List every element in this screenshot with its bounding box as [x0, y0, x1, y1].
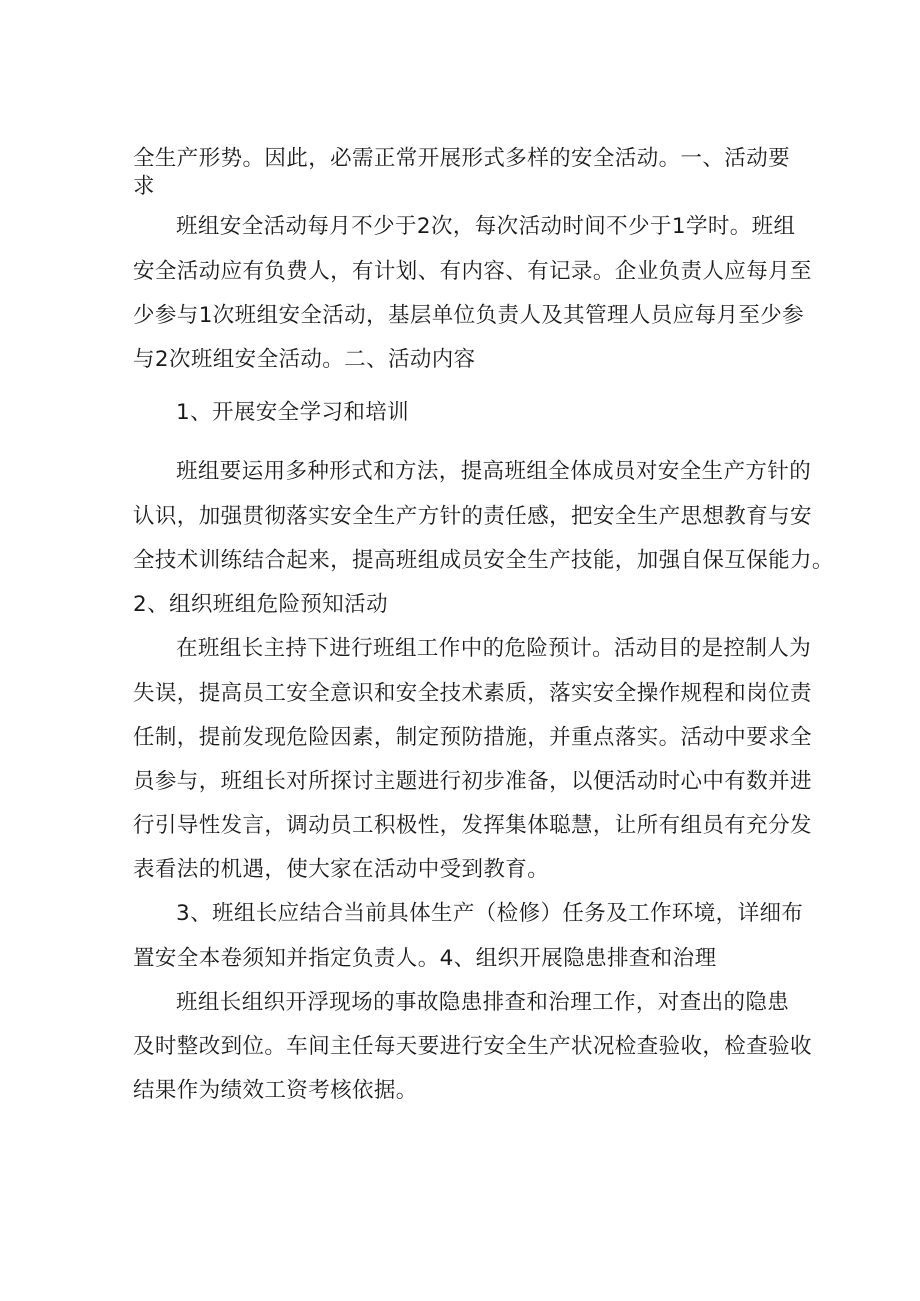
section-heading: 3、班组长应结合当前具体生产（检修）任务及工作环境，详细布: [176, 901, 804, 926]
text-line: 及时整改到位。车间主任每天要进行安全生产状况检查验收，检查验收: [133, 1034, 812, 1059]
text-line: 班组要运用多种形式和方法，提高班组全体成员对安全生产方针的: [176, 459, 812, 484]
text-line: 表看法的机遇，使大家在活动中受到教育。: [133, 857, 550, 882]
text-line: 全生产形势。因此，必需正常开展形式多样的安全活动。一、活动要: [133, 146, 791, 171]
text-line: 任制，提前发现危险因素，制定预防措施，并重点落实。活动中要求全: [133, 725, 812, 750]
text-line: 班组长组织开浮现场的事故隐患排查和治理工作，对查出的隐患: [176, 990, 790, 1015]
section-heading: 2、组织班组危险预知活动: [133, 592, 388, 617]
section-heading: 1、开展安全学习和培训: [176, 400, 410, 425]
text-line: 失误，提高员工安全意识和安全技术素质，落实安全操作规程和岗位责: [133, 681, 812, 706]
text-line: 在班组长主持下进行班组工作中的危险预计。活动目的是控制人为: [176, 636, 812, 661]
text-line: 置安全本卷须知并指定负责人。4、组织开展隐患排查和治理: [133, 946, 717, 971]
text-line: 班组安全活动每月不少于2次，每次活动时间不少于1学时。班组: [176, 214, 796, 239]
text-line: 全技术训练结合起来，提高班组成员安全生产技能，加强自保互保能力。: [133, 548, 834, 573]
text-line: 求: [133, 174, 155, 199]
text-line: 与2次班组安全活动。二、活动内容: [133, 347, 476, 372]
text-line: 安全活动应有负费人，有计划、有内容、有记录。企业负责人应每月至: [133, 259, 812, 284]
text-line: 认识，加强贯彻落实安全生产方针的责任感，把安全生产思想教育与安: [133, 504, 812, 529]
text-line: 结果作为绩效工资考核依据。: [133, 1078, 418, 1103]
text-line: 员参与，班组长对所探讨主题进行初步准备，以便活动时心中有数并进: [133, 769, 812, 794]
text-line: 行引导性发言，调动员工积极性，发挥集体聪慧，让所有组员有充分发: [133, 813, 812, 838]
text-line: 少参与1次班组安全活动，基层单位负责人及其管理人员应每月至少参: [133, 303, 805, 328]
